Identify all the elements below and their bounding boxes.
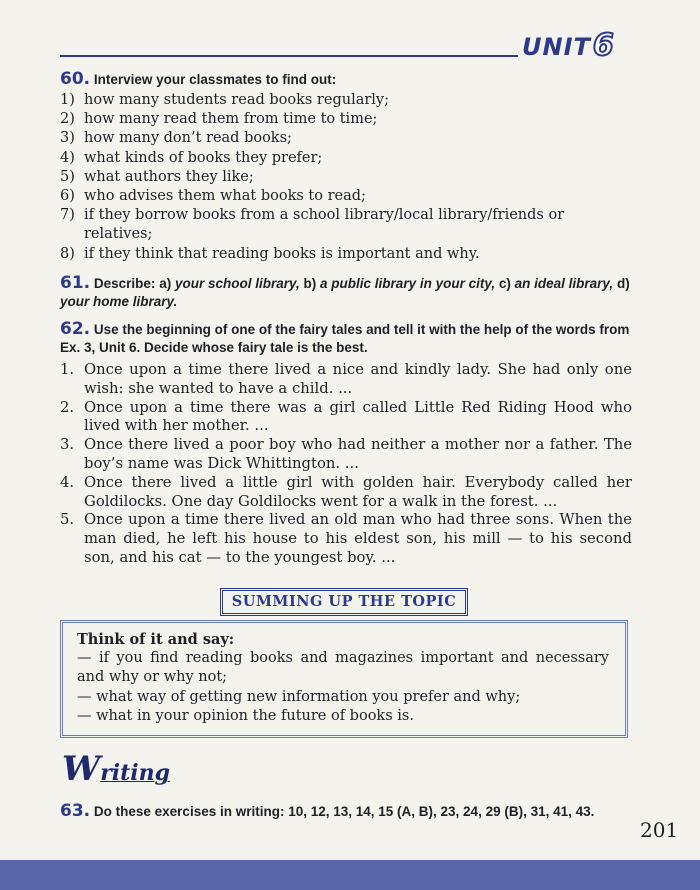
- item-text: how many students read books regularly;: [84, 92, 389, 108]
- item-number: 5.: [60, 511, 75, 529]
- think-title: Think of it and say:: [77, 631, 235, 648]
- list-item: [60, 187, 632, 206]
- item-text: Once upon a time there lived an old man who had three sons. When the man died, he left his house to his eldest son, his mill — to his second son, and his cat — to the youngest boy. ...: [84, 511, 632, 566]
- exercise-instruction: Use the beginning of one of the fairy tales and tell it with the help of the words from Ex. 3, Unit 6. Decide whose fairy tale is the best.: [60, 322, 630, 355]
- unit-number: 6: [592, 28, 615, 63]
- exercise-number: 63.: [60, 801, 91, 821]
- item-text: how many read them from time to time;: [84, 111, 378, 128]
- item-text: how many don’t read books;: [84, 130, 292, 147]
- item-text: what authors they like;: [84, 168, 254, 185]
- exercise-60-list: [60, 91, 632, 264]
- item-text: Once upon a time there lived a nice and kindly lady. She had only one wish: she wanted to have a child. ...: [84, 361, 632, 397]
- exercise-63: [60, 802, 620, 821]
- list-item: [60, 245, 632, 264]
- item-number: 2): [60, 111, 75, 128]
- exercise-number: 62.: [60, 319, 91, 339]
- item-number: 2.: [60, 398, 75, 416]
- exercise-instruction: Do these exercises in writing: 10, 12, 13, 14, 15 (A, B), 23, 24, 29 (B), 31, 41, 43.: [93, 804, 595, 819]
- list-item: [60, 399, 632, 437]
- part-b-label: b): [303, 276, 317, 291]
- exercise-61: [60, 274, 632, 311]
- part-b-text: a public library in your city,: [320, 276, 496, 291]
- page-number: 201: [640, 818, 679, 842]
- item-number: 3): [60, 130, 75, 147]
- list-item: [60, 91, 632, 110]
- list-item: [60, 168, 632, 187]
- item-number: 6): [60, 188, 75, 205]
- item-text: Once there lived a little girl with golden hair. Everybody called her Goldilocks. One day Goldilocks went for a walk in the forest. ...: [84, 473, 632, 510]
- part-a-text: your school library,: [174, 276, 300, 291]
- exercise-61-heading: [60, 274, 632, 311]
- item-text: Once upon a time there was a girl called Little Red Riding Hood who lived with her mother. ...: [84, 398, 632, 435]
- list-item: [60, 436, 632, 474]
- header-rule: [60, 55, 518, 57]
- exercise-lead: Describe:: [93, 276, 156, 291]
- item-number: 1.: [60, 361, 75, 378]
- exercise-instruction: Interview your classmates to find out:: [93, 72, 337, 87]
- item-number: 7): [60, 207, 75, 224]
- item-number: 3.: [60, 436, 75, 454]
- part-d-text: your home library.: [60, 294, 178, 309]
- writing-cap: W: [62, 749, 101, 789]
- exercise-60-heading: [60, 70, 632, 89]
- item-text: who advises them what books to read;: [84, 188, 366, 205]
- part-c-text: an ideal library,: [514, 276, 614, 291]
- part-d-label: d): [616, 276, 630, 291]
- exercise-63-heading: [60, 802, 620, 821]
- think-line: — what in your opinion the future of books is.: [77, 707, 414, 724]
- exercise-62: [60, 320, 632, 568]
- exercise-62-heading: [60, 320, 632, 357]
- list-item: [60, 110, 632, 129]
- writing-rest: riting: [100, 760, 171, 786]
- list-item: [60, 129, 632, 148]
- exercise-62-list: [60, 361, 632, 568]
- unit-label: UNIT: [522, 33, 591, 61]
- bottom-color-bar: [0, 860, 700, 890]
- item-number: 5): [60, 168, 75, 185]
- think-line: — if you find reading books and magazines important and necessary and why or why not;: [77, 650, 609, 686]
- exercise-number: 60.: [60, 69, 91, 89]
- list-item: [60, 511, 632, 567]
- item-number: 8): [60, 245, 75, 262]
- item-number: 4.: [60, 473, 75, 491]
- part-a-label: a): [159, 276, 172, 291]
- think-box: [60, 620, 628, 738]
- item-text: what kinds of books they prefer;: [84, 149, 323, 166]
- list-item: [60, 149, 632, 168]
- writing-heading: [62, 749, 171, 790]
- exercise-number: 61.: [60, 273, 91, 293]
- item-text: Once there lived a poor boy who had neither a mother nor a father. The boy’s name was Dick Whittington. ...: [84, 436, 632, 472]
- list-item: [60, 206, 632, 244]
- exercise-60: [60, 70, 632, 264]
- part-c-label: c): [498, 276, 511, 291]
- think-line: — what way of getting new information you prefer and why;: [77, 688, 521, 705]
- item-text: if they borrow books from a school library/local library/friends or relatives;: [84, 207, 565, 243]
- list-item: [60, 474, 632, 512]
- item-number: 1): [60, 92, 75, 108]
- item-number: 4): [60, 149, 75, 166]
- item-text: if they think that reading books is important and why.: [84, 245, 480, 262]
- summing-up-banner: SUMMING UP THE TOPIC: [220, 588, 468, 616]
- list-item: [60, 361, 632, 399]
- unit-badge: [522, 28, 615, 63]
